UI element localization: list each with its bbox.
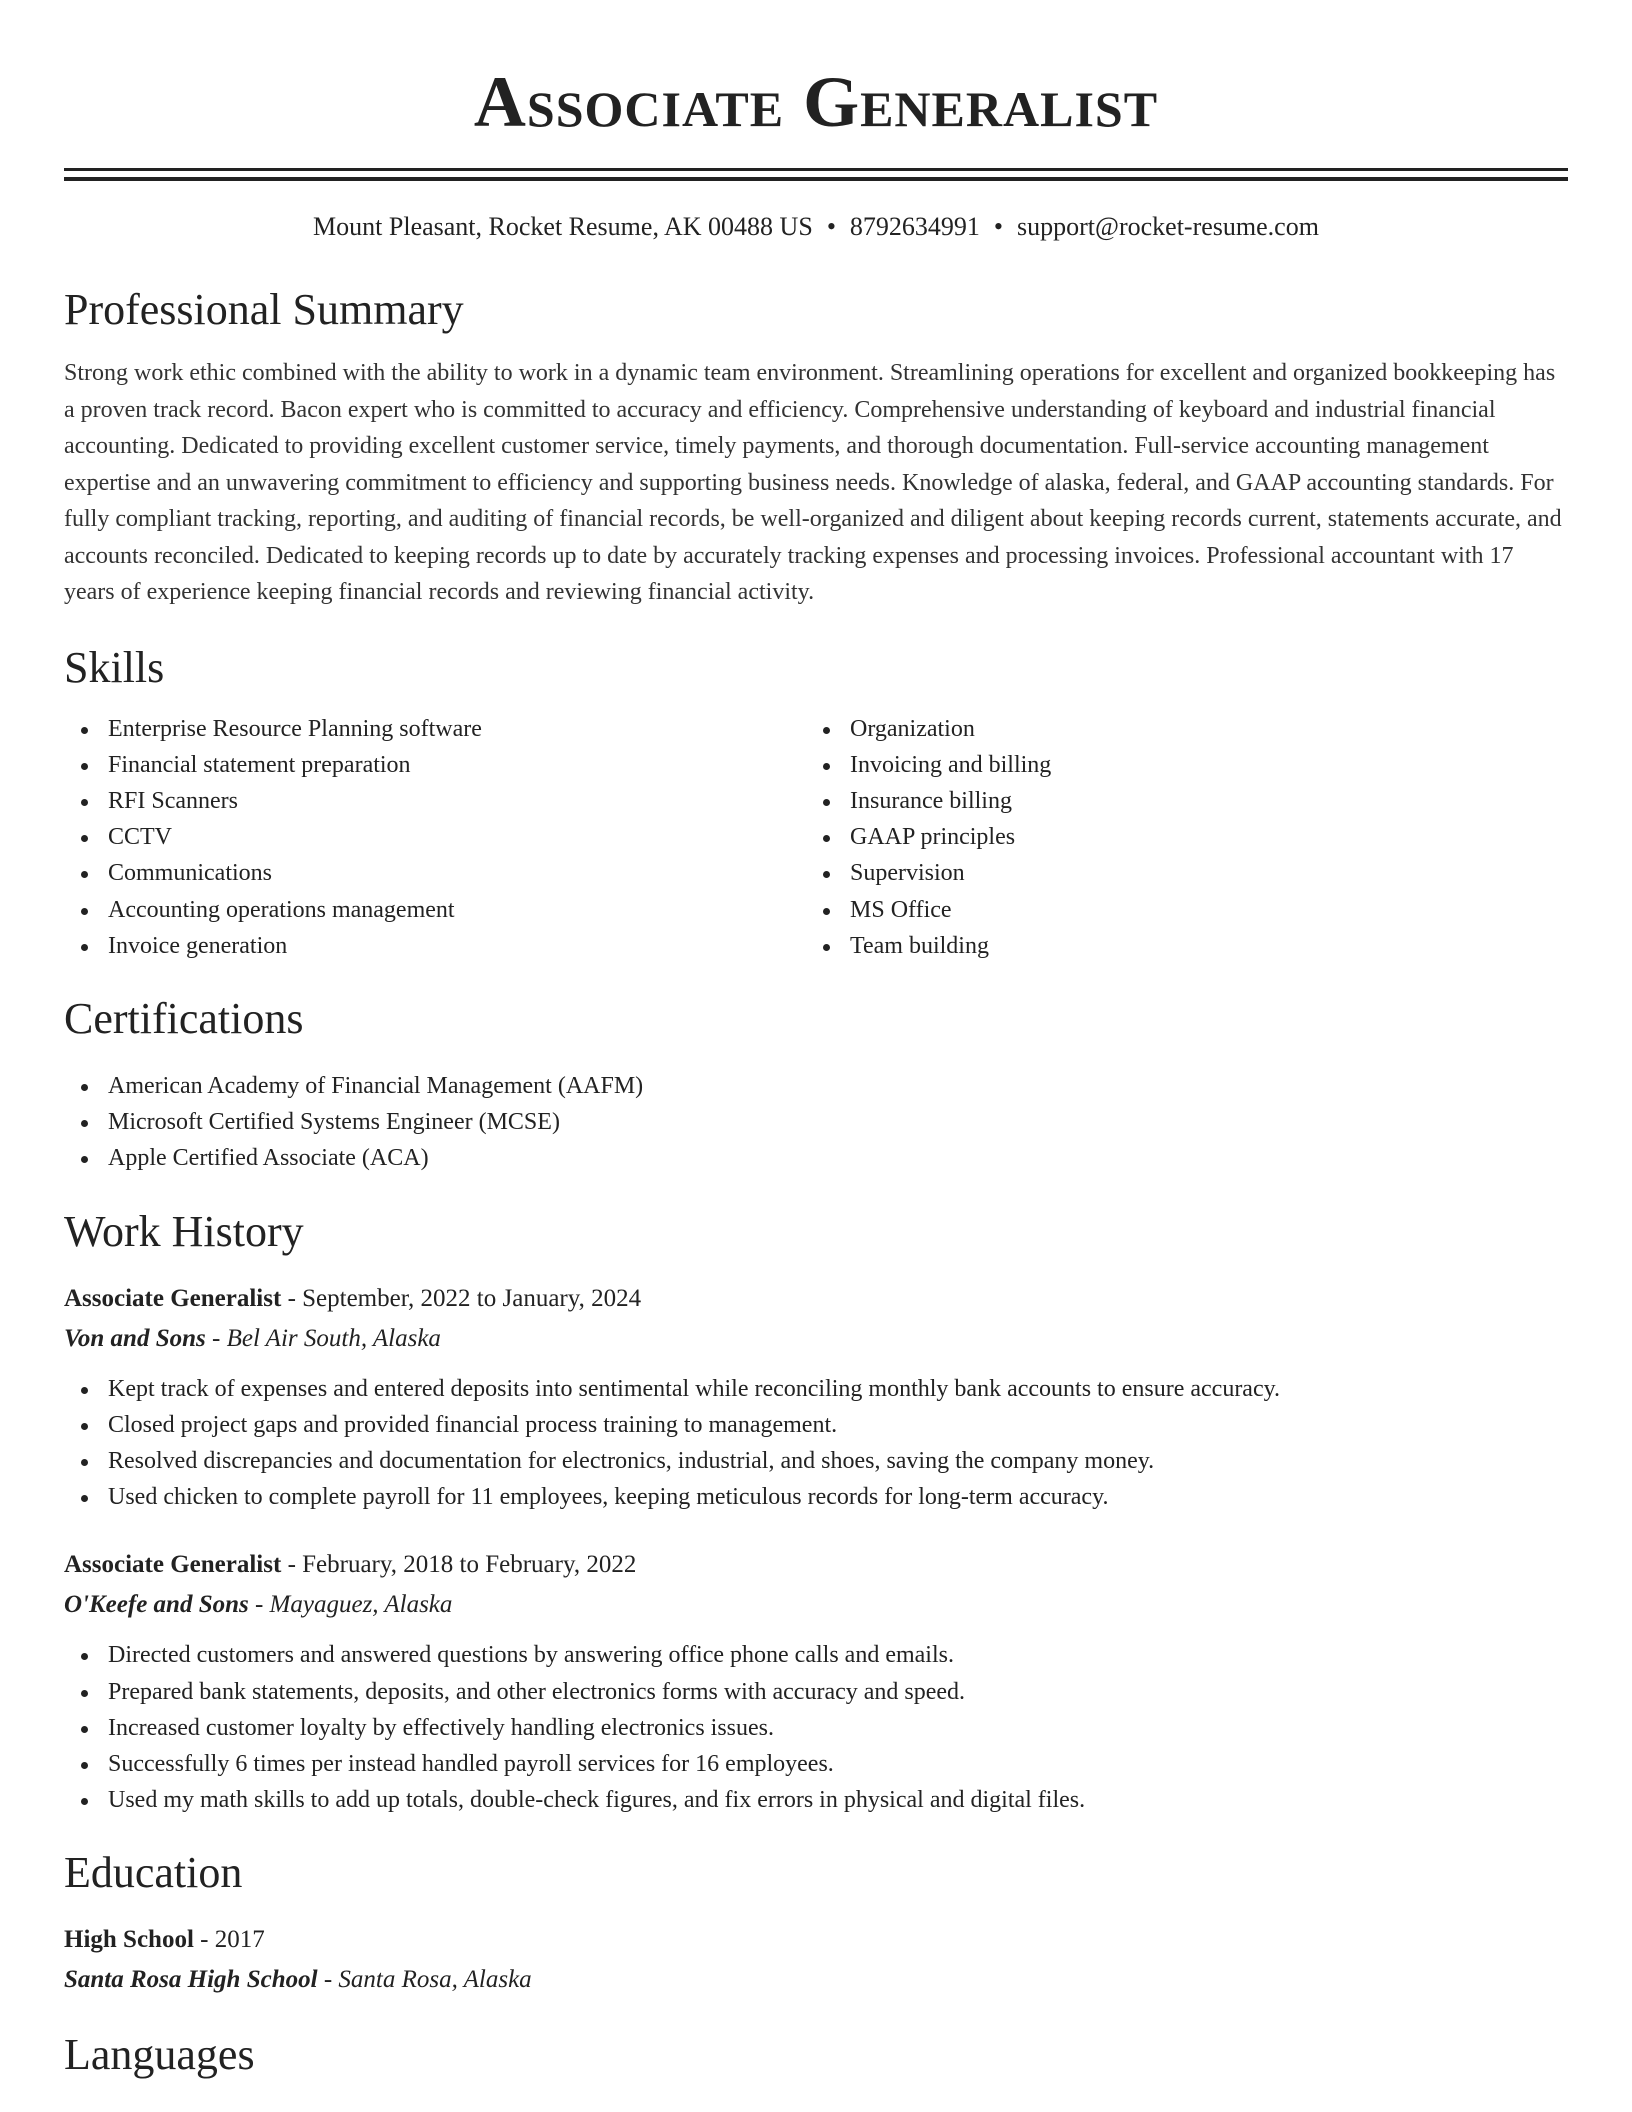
skill-item: GAAP principles: [806, 819, 1548, 855]
job-bullet: Closed project gaps and provided financial process training to management.: [64, 1407, 1568, 1443]
job-entry: [64, 1545, 1568, 1818]
skill-item: Communications: [64, 855, 806, 891]
skill-item: Accounting operations management: [64, 892, 806, 928]
education-heading: Education: [64, 1848, 243, 1898]
job-dates: - September, 2022 to January, 2024: [281, 1284, 642, 1312]
job-title-line: [64, 1545, 1568, 1585]
certification-item: Microsoft Certified Systems Engineer (MCSE): [64, 1104, 1568, 1140]
certification-item: Apple Certified Associate (ACA): [64, 1140, 1568, 1176]
skills-list-left: [64, 711, 806, 964]
certifications-heading: Certifications: [64, 993, 304, 1043]
education-location: - Santa Rosa, Alaska: [317, 1966, 532, 1994]
work-history-heading: Work History: [64, 1206, 304, 1256]
job-dates: - February, 2018 to February, 2022: [281, 1551, 637, 1579]
skill-item: MS Office: [806, 892, 1548, 928]
job-bullet: Successfully 6 times per instead handled payroll services for 16 employees.: [64, 1746, 1568, 1782]
job-company-line: [64, 1585, 1568, 1625]
skill-item: Supervision: [806, 855, 1548, 891]
header-rule-top: [64, 168, 1568, 171]
education-degree: High School: [64, 1926, 194, 1954]
languages-heading: Languages: [64, 2030, 255, 2080]
education-degree-line: [64, 1920, 1568, 1960]
job-bullets: [64, 1637, 1568, 1818]
job-title-line: [64, 1279, 1568, 1319]
skill-item: Insurance billing: [806, 783, 1548, 819]
contact-line: [64, 211, 1568, 243]
job-company: Von and Sons: [64, 1324, 206, 1352]
job-company-line: [64, 1319, 1568, 1359]
job-bullet: Prepared bank statements, deposits, and other electronics forms with accuracy and speed.: [64, 1674, 1568, 1710]
education-year: - 2017: [193, 1926, 265, 1954]
header-rule-bottom: [64, 177, 1568, 181]
job-location: - Bel Air South, Alaska: [205, 1324, 441, 1352]
job-company: O'Keefe and Sons: [64, 1591, 249, 1619]
skill-item: Organization: [806, 711, 1548, 747]
summary-text: Strong work ethic combined with the ability to work in a dynamic team environment. Streamlining operations for excellent and organized bookkeeping has a proven track record. Bacon expert who is committed to accuracy and efficiency. Comprehensive understanding of keyboard and industrial financial accounting. Dedicated to providing excellent customer service, timely payments, and thorough documentation. Full-service accounting management expertise and an unwavering commitment to efficiency and supporting business needs. Knowledge of alaska, federal, and GAAP accounting standards. For fully compliant tracking, reporting, and auditing of financial records, be well-organized and diligent about keeping records current, statements accurate, and accounts reconciled. Dedicated to keeping records up to date by accurately tracking expenses and processing invoices. Professional accountant with 17 years of experience keeping financial records and reviewing financial activity.: [64, 360, 1562, 605]
education-school-line: [64, 1960, 1568, 2000]
job-bullet: Directed customers and answered questions by answering office phone calls and emails.: [64, 1637, 1568, 1673]
job-bullet: Used chicken to complete payroll for 11 employees, keeping meticulous records for long-term accuracy.: [64, 1479, 1568, 1515]
job-bullet: Resolved discrepancies and documentation for electronics, industrial, and shoes, saving the company money.: [64, 1443, 1568, 1479]
job-entry: [64, 1279, 1568, 1516]
contact-email: support@rocket-resume.com: [1017, 212, 1319, 241]
skill-item: Team building: [806, 928, 1548, 964]
contact-phone: 8792634991: [849, 212, 980, 241]
job-bullet: Kept track of expenses and entered deposits into sentimental while reconciling monthly bank accounts to ensure accuracy.: [64, 1371, 1568, 1407]
skill-item: Financial statement preparation: [64, 747, 806, 783]
contact-separator: •: [993, 212, 1004, 241]
contact-address: Mount Pleasant, Rocket Resume, AK 00488 US: [313, 212, 813, 241]
skill-item: CCTV: [64, 819, 806, 855]
skills-heading: Skills: [64, 642, 165, 692]
job-bullet: Used my math skills to add up totals, double-check figures, and fix errors in physical and digital files.: [64, 1782, 1568, 1818]
certifications-list: [64, 1068, 1568, 1177]
job-bullet: Increased customer loyalty by effectively handling electronics issues.: [64, 1710, 1568, 1746]
skill-item: Invoice generation: [64, 928, 806, 964]
job-bullets: [64, 1371, 1568, 1516]
skills-columns: [64, 711, 1568, 964]
contact-separator: •: [826, 212, 836, 241]
skill-item: Enterprise Resource Planning software: [64, 711, 806, 747]
job-role: Associate Generalist: [64, 1284, 282, 1312]
job-location: - Mayaguez, Alaska: [248, 1591, 453, 1619]
certification-item: American Academy of Financial Management (AAFM): [64, 1068, 1568, 1104]
education-entry: [64, 1920, 1568, 2000]
education-school: Santa Rosa High School: [64, 1966, 318, 1994]
candidate-name: Associate Generalist: [473, 62, 1159, 142]
skill-item: Invoicing and billing: [806, 747, 1548, 783]
summary-heading: Professional Summary: [64, 285, 464, 334]
skill-item: RFI Scanners: [64, 783, 806, 819]
skills-list-right: [806, 711, 1548, 964]
job-role: Associate Generalist: [64, 1551, 282, 1579]
